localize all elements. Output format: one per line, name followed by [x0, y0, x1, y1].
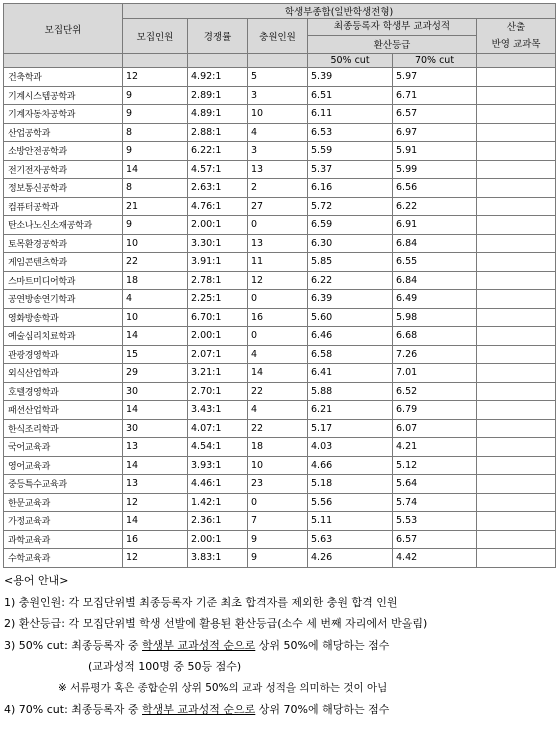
- table-row: [4, 419, 556, 438]
- cell-unit: 과학교육과: [4, 530, 123, 549]
- cell-unit: 영어교육과: [4, 456, 123, 475]
- header-calc-spacer: [477, 54, 556, 68]
- cell-cut50: 6.21: [308, 401, 393, 420]
- cell-calc: [477, 160, 556, 179]
- cell-cut70: 6.91: [393, 216, 477, 235]
- cell-unit: 전기전자공학과: [4, 160, 123, 179]
- cell-ratio: 4.89:1: [188, 105, 248, 124]
- cell-quota: 9: [123, 216, 188, 235]
- terms-notes: [4, 570, 554, 721]
- cell-extra: 13: [248, 160, 308, 179]
- note-4-suffix: 상위 70%에 해당하는 점수: [255, 703, 390, 716]
- header-cut50: 50% cut: [308, 54, 393, 68]
- cell-ratio: 3.43:1: [188, 401, 248, 420]
- header-calc: [477, 19, 556, 54]
- cell-quota: 15: [123, 345, 188, 364]
- cell-quota: 14: [123, 456, 188, 475]
- cell-quota: 12: [123, 549, 188, 568]
- cell-cut50: 6.16: [308, 179, 393, 198]
- cell-cut70: 5.98: [393, 308, 477, 327]
- cell-ratio: 2.25:1: [188, 290, 248, 309]
- header-grade-line2: 환산등급: [308, 35, 477, 53]
- cell-cut50: 5.11: [308, 512, 393, 531]
- cell-quota: 21: [123, 197, 188, 216]
- header-extra: 충원인원: [248, 19, 308, 54]
- cell-extra: 4: [248, 123, 308, 142]
- cell-calc: [477, 271, 556, 290]
- cell-ratio: 3.83:1: [188, 549, 248, 568]
- cell-extra: 0: [248, 327, 308, 346]
- cell-unit: 한식조리학과: [4, 419, 123, 438]
- cell-ratio: 4.54:1: [188, 438, 248, 457]
- cell-ratio: 4.07:1: [188, 419, 248, 438]
- cell-extra: 3: [248, 142, 308, 161]
- cell-quota: 9: [123, 105, 188, 124]
- cell-extra: 13: [248, 234, 308, 253]
- cell-unit: 산업공학과: [4, 123, 123, 142]
- table-row: [4, 234, 556, 253]
- cell-cut50: 5.60: [308, 308, 393, 327]
- cell-cut70: 6.22: [393, 197, 477, 216]
- cell-ratio: 4.46:1: [188, 475, 248, 494]
- table-row: [4, 197, 556, 216]
- cell-cut50: 5.85: [308, 253, 393, 272]
- table-row: [4, 456, 556, 475]
- cell-calc: [477, 179, 556, 198]
- cell-unit: 패션산업학과: [4, 401, 123, 420]
- cell-ratio: 3.30:1: [188, 234, 248, 253]
- cell-quota: 10: [123, 234, 188, 253]
- cell-ratio: 4.76:1: [188, 197, 248, 216]
- cell-extra: 0: [248, 216, 308, 235]
- cell-extra: 4: [248, 345, 308, 364]
- cell-calc: [477, 253, 556, 272]
- cell-cut70: 5.53: [393, 512, 477, 531]
- cell-cut50: 4.03: [308, 438, 393, 457]
- cell-cut50: 6.46: [308, 327, 393, 346]
- cell-cut70: 7.01: [393, 364, 477, 383]
- cell-cut70: 6.71: [393, 86, 477, 105]
- table-row: [4, 271, 556, 290]
- cell-quota: 10: [123, 308, 188, 327]
- cell-extra: 9: [248, 549, 308, 568]
- table-row: [4, 68, 556, 87]
- cell-cut70: 6.55: [393, 253, 477, 272]
- cell-cut50: 6.59: [308, 216, 393, 235]
- cell-quota: 12: [123, 68, 188, 87]
- cell-ratio: 2.78:1: [188, 271, 248, 290]
- cell-unit: 게임콘텐츠학과: [4, 253, 123, 272]
- cell-extra: 23: [248, 475, 308, 494]
- cell-cut70: 6.97: [393, 123, 477, 142]
- cell-calc: [477, 438, 556, 457]
- cell-cut50: 6.53: [308, 123, 393, 142]
- cell-cut50: 5.59: [308, 142, 393, 161]
- table-row: [4, 123, 556, 142]
- table-body: [4, 68, 556, 568]
- table-row: [4, 253, 556, 272]
- table-row: [4, 327, 556, 346]
- cell-cut70: 6.56: [393, 179, 477, 198]
- table-row: [4, 475, 556, 494]
- table-row: [4, 549, 556, 568]
- cell-calc: [477, 142, 556, 161]
- cell-ratio: 6.22:1: [188, 142, 248, 161]
- header-calc-line1: 산출: [506, 22, 526, 33]
- header-unit-spacer: [4, 54, 123, 68]
- cell-ratio: 2.36:1: [188, 512, 248, 531]
- cell-quota: 9: [123, 142, 188, 161]
- admission-results-table: [3, 3, 556, 568]
- cell-extra: 5: [248, 68, 308, 87]
- cell-extra: 10: [248, 105, 308, 124]
- cell-cut50: 5.56: [308, 493, 393, 512]
- cell-unit: 건축학과: [4, 68, 123, 87]
- table-row: [4, 308, 556, 327]
- table-header: [4, 4, 556, 68]
- cell-unit: 탄소나노신소재공학과: [4, 216, 123, 235]
- cell-cut70: 4.21: [393, 438, 477, 457]
- cell-unit: 토목환경공학과: [4, 234, 123, 253]
- cell-unit: 관광경영학과: [4, 345, 123, 364]
- note-3: [4, 635, 554, 657]
- cell-cut50: 6.11: [308, 105, 393, 124]
- cell-cut50: 4.26: [308, 549, 393, 568]
- cell-quota: 4: [123, 290, 188, 309]
- note-4: [4, 699, 554, 721]
- cell-ratio: 2.70:1: [188, 382, 248, 401]
- cell-unit: 한문교육과: [4, 493, 123, 512]
- cell-unit: 컴퓨터공학과: [4, 197, 123, 216]
- cell-calc: [477, 512, 556, 531]
- cell-unit: 국어교육과: [4, 438, 123, 457]
- cell-quota: 8: [123, 179, 188, 198]
- table-row: [4, 364, 556, 383]
- cell-calc: [477, 86, 556, 105]
- cell-unit: 영화방송학과: [4, 308, 123, 327]
- table-row: [4, 142, 556, 161]
- header-grade: [308, 19, 477, 36]
- cell-extra: 4: [248, 401, 308, 420]
- cell-ratio: 3.93:1: [188, 456, 248, 475]
- cell-quota: 22: [123, 253, 188, 272]
- table-row: [4, 86, 556, 105]
- cell-quota: 9: [123, 86, 188, 105]
- cell-calc: [477, 123, 556, 142]
- cell-cut70: 6.79: [393, 401, 477, 420]
- header-calc-line2: 반영 교과목: [491, 39, 541, 50]
- cell-quota: 14: [123, 160, 188, 179]
- note-4-prefix: 4) 70% cut: 최종등록자 중: [4, 703, 143, 716]
- table-row: [4, 530, 556, 549]
- notes-title: <용어 안내>: [4, 574, 69, 587]
- cell-calc: [477, 197, 556, 216]
- cell-calc: [477, 401, 556, 420]
- header-extra-spacer: [248, 54, 308, 68]
- table-row: [4, 160, 556, 179]
- cell-cut50: 5.18: [308, 475, 393, 494]
- cell-cut70: 6.57: [393, 530, 477, 549]
- cell-cut70: 6.49: [393, 290, 477, 309]
- cell-quota: 16: [123, 530, 188, 549]
- cell-extra: 12: [248, 271, 308, 290]
- cell-cut50: 5.72: [308, 197, 393, 216]
- note-3-sub: (교과성적 100명 중 50등 점수): [88, 660, 242, 673]
- header-ratio-spacer: [188, 54, 248, 68]
- cell-calc: [477, 308, 556, 327]
- cell-cut50: 6.39: [308, 290, 393, 309]
- cell-quota: 29: [123, 364, 188, 383]
- header-grade-line1: 최종등록자 학생부 교과성적: [333, 21, 451, 33]
- table-row: [4, 216, 556, 235]
- cell-cut70: 5.74: [393, 493, 477, 512]
- cell-calc: [477, 345, 556, 364]
- cell-cut50: 6.51: [308, 86, 393, 105]
- note-3-star: ※ 서류평가 혹은 종합순위 상위 50%의 교과 성적을 의미하는 것이 아님: [58, 681, 388, 694]
- cell-extra: 2: [248, 179, 308, 198]
- cell-extra: 3: [248, 86, 308, 105]
- cell-extra: 9: [248, 530, 308, 549]
- cell-quota: 12: [123, 493, 188, 512]
- cell-unit: 기계자동차공학과: [4, 105, 123, 124]
- cell-ratio: 2.89:1: [188, 86, 248, 105]
- cell-ratio: 2.63:1: [188, 179, 248, 198]
- cell-extra: 22: [248, 382, 308, 401]
- cell-unit: 호텔경영학과: [4, 382, 123, 401]
- cell-unit: 수학교육과: [4, 549, 123, 568]
- cell-unit: 외식산업학과: [4, 364, 123, 383]
- cell-extra: 10: [248, 456, 308, 475]
- cell-ratio: 4.92:1: [188, 68, 248, 87]
- cell-extra: 0: [248, 493, 308, 512]
- table-row: [4, 401, 556, 420]
- cell-cut70: 6.84: [393, 271, 477, 290]
- header-ratio: 경쟁률: [188, 19, 248, 54]
- cell-cut50: 6.58: [308, 345, 393, 364]
- cell-quota: 30: [123, 419, 188, 438]
- cell-cut50: 4.66: [308, 456, 393, 475]
- cell-cut70: 6.68: [393, 327, 477, 346]
- cell-quota: 14: [123, 512, 188, 531]
- cell-quota: 8: [123, 123, 188, 142]
- cell-calc: [477, 68, 556, 87]
- cell-quota: 13: [123, 475, 188, 494]
- cell-ratio: 3.91:1: [188, 253, 248, 272]
- cell-cut50: 5.63: [308, 530, 393, 549]
- cell-cut50: 5.17: [308, 419, 393, 438]
- cell-calc: [477, 475, 556, 494]
- cell-extra: 18: [248, 438, 308, 457]
- cell-quota: 13: [123, 438, 188, 457]
- cell-unit: 공연방송연기학과: [4, 290, 123, 309]
- cell-unit: 중등특수교육과: [4, 475, 123, 494]
- cell-extra: 27: [248, 197, 308, 216]
- cell-cut50: 6.30: [308, 234, 393, 253]
- cell-quota: 30: [123, 382, 188, 401]
- cell-calc: [477, 234, 556, 253]
- note-3-underlined: 학생부 교과성적 순으로: [142, 638, 256, 652]
- note-4-underlined: 학생부 교과성적 순으로: [142, 703, 256, 716]
- table-row: [4, 493, 556, 512]
- cell-cut70: 6.84: [393, 234, 477, 253]
- cell-ratio: 3.21:1: [188, 364, 248, 383]
- note-1: 1) 충원인원: 각 모집단위별 최종등록자 기준 최초 합격자를 제외한 충원 합격 인원: [4, 595, 398, 609]
- cell-extra: 0: [248, 290, 308, 309]
- note-3-prefix: 3) 50% cut: 최종등록자 중: [4, 638, 143, 652]
- cell-cut70: 4.42: [393, 549, 477, 568]
- cell-calc: [477, 549, 556, 568]
- cell-cut70: 6.57: [393, 105, 477, 124]
- cell-quota: 14: [123, 401, 188, 420]
- cell-extra: 7: [248, 512, 308, 531]
- cell-calc: [477, 530, 556, 549]
- cell-unit: 가정교육과: [4, 512, 123, 531]
- cell-cut70: 7.26: [393, 345, 477, 364]
- cell-quota: 14: [123, 327, 188, 346]
- header-quota: 모집인원: [123, 19, 188, 54]
- cell-ratio: 2.07:1: [188, 345, 248, 364]
- cell-ratio: 2.00:1: [188, 216, 248, 235]
- cell-calc: [477, 456, 556, 475]
- cell-cut70: 6.07: [393, 419, 477, 438]
- table-row: [4, 345, 556, 364]
- cell-ratio: 2.88:1: [188, 123, 248, 142]
- cell-calc: [477, 382, 556, 401]
- cell-calc: [477, 364, 556, 383]
- cell-ratio: 4.57:1: [188, 160, 248, 179]
- note-2: 2) 환산등급: 각 모집단위별 학생 선발에 활용된 환산등급(소수 세 번째 자리에서 반올림): [4, 617, 428, 630]
- cell-cut70: 5.91: [393, 142, 477, 161]
- header-cut70: 70% cut: [393, 54, 477, 68]
- cell-ratio: 1.42:1: [188, 493, 248, 512]
- cell-unit: 소방안전공학과: [4, 142, 123, 161]
- cell-cut50: 5.88: [308, 382, 393, 401]
- header-group: 학생부종합(일반학생전형): [123, 4, 556, 19]
- cell-cut70: 5.97: [393, 68, 477, 87]
- cell-unit: 스마트미디어학과: [4, 271, 123, 290]
- table-row: [4, 179, 556, 198]
- cell-cut50: 5.39: [308, 68, 393, 87]
- table-row: [4, 105, 556, 124]
- cell-cut50: 5.37: [308, 160, 393, 179]
- cell-unit: 예술심리치료학과: [4, 327, 123, 346]
- cell-calc: [477, 105, 556, 124]
- table-row: [4, 512, 556, 531]
- header-unit: 모집단위: [4, 4, 123, 54]
- cell-cut50: 6.41: [308, 364, 393, 383]
- header-quota-spacer: [123, 54, 188, 68]
- cell-quota: 18: [123, 271, 188, 290]
- cell-cut70: 5.12: [393, 456, 477, 475]
- cell-extra: 14: [248, 364, 308, 383]
- cell-ratio: 2.00:1: [188, 327, 248, 346]
- cell-calc: [477, 216, 556, 235]
- table-row: [4, 290, 556, 309]
- cell-calc: [477, 290, 556, 309]
- note-3-suffix: 상위 50%에 해당하는 점수: [255, 638, 390, 652]
- cell-cut50: 6.22: [308, 271, 393, 290]
- cell-calc: [477, 493, 556, 512]
- cell-unit: 기계시스템공학과: [4, 86, 123, 105]
- cell-ratio: 2.00:1: [188, 530, 248, 549]
- cell-cut70: 6.52: [393, 382, 477, 401]
- table-row: [4, 382, 556, 401]
- cell-cut70: 5.64: [393, 475, 477, 494]
- cell-unit: 정보통신공학과: [4, 179, 123, 198]
- cell-calc: [477, 327, 556, 346]
- cell-extra: 16: [248, 308, 308, 327]
- cell-extra: 22: [248, 419, 308, 438]
- cell-cut70: 5.99: [393, 160, 477, 179]
- cell-ratio: 6.70:1: [188, 308, 248, 327]
- table-row: [4, 438, 556, 457]
- cell-extra: 11: [248, 253, 308, 272]
- cell-calc: [477, 419, 556, 438]
